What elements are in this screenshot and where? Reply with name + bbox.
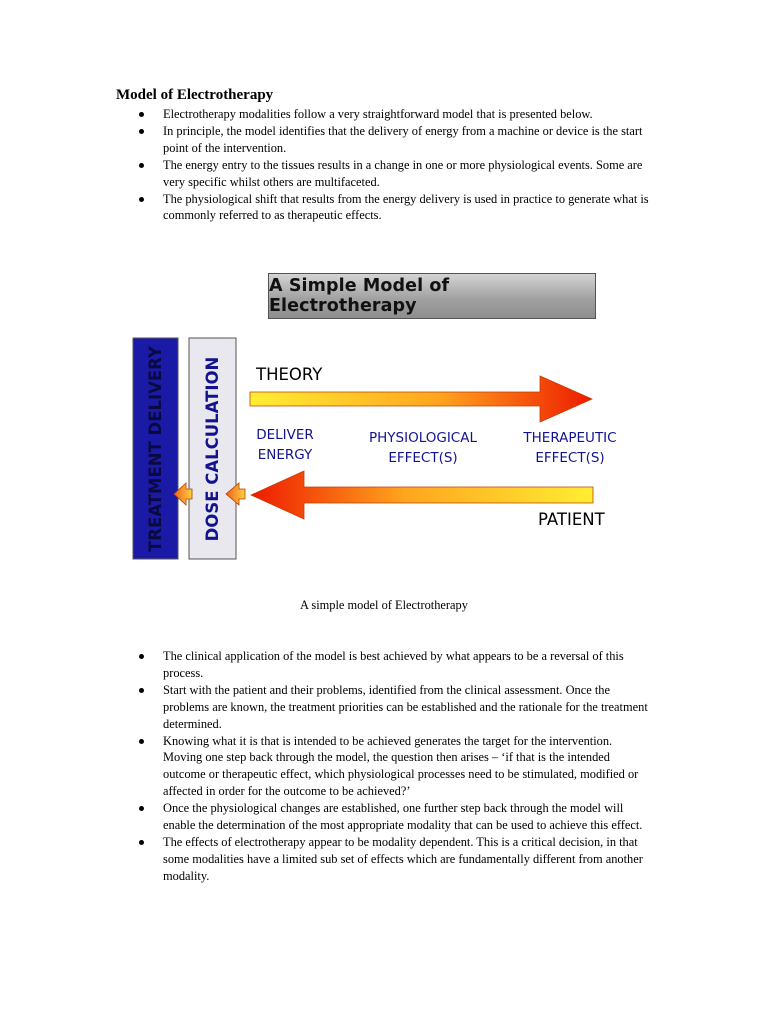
energy-line: ENERGY <box>257 447 313 463</box>
therapeutic-line: THERAPEUTIC <box>523 430 617 446</box>
dose-calculation-label: DOSE CALCULATION <box>203 356 222 542</box>
list-item: The physiological shift that results from the energy delivery is used in practice to generate what is commonly referred to as therapeutic effects. <box>134 191 654 225</box>
page-title: Model of Electrotherapy <box>116 87 274 103</box>
diagram-title: A Simple Model of Electrotherapy <box>268 273 596 319</box>
deliver-line: DELIVER <box>256 427 314 443</box>
list-item: Knowing what it is that is intended to be achieved generates the target for the intervention. Moving one step back through the model, the question then arises – ‘if that is the intended outcome or therapeutic effect, which physiological processes need to be stimulated, modified or affected in order for the outcome to be achieved?’ <box>134 733 654 801</box>
deliver-energy-label <box>240 425 330 465</box>
therapeutic-effects-label <box>508 428 632 468</box>
treatment-delivery-label: TREATMENT DELIVERY <box>146 346 165 552</box>
physiological-effects-line: EFFECT(S) <box>388 450 458 466</box>
physiological-line: PHYSIOLOGICAL <box>368 430 477 446</box>
application-bullet-list <box>134 648 654 885</box>
list-item: In principle, the model identifies that the delivery of energy from a machine or device is the start point of the intervention. <box>134 123 654 157</box>
figure-caption: A simple model of Electrotherapy <box>300 598 468 612</box>
list-item: Electrotherapy modalities follow a very straightforward model that is presented below. <box>134 106 654 123</box>
list-item: The effects of electrotherapy appear to be modality dependent. This is a critical decision, in that some modalities have a limited sub set of effects which are fundamentally different from another modality. <box>134 834 654 885</box>
patient-label: PATIENT <box>538 510 605 529</box>
theory-label: THEORY <box>256 365 323 384</box>
intro-bullet-list <box>134 106 654 224</box>
list-item: Once the physiological changes are established, one further step back through the model will enable the determination of the most appropriate modality that can be used to achieve this effect. <box>134 800 654 834</box>
therapeutic-effects-line: EFFECT(S) <box>535 450 605 466</box>
physiological-effects-label <box>350 428 496 468</box>
list-item: The energy entry to the tissues results in a change in one or more physiological events. Some are very specific whilst others are multifaceted. <box>134 157 654 191</box>
list-item: Start with the patient and their problems, identified from the clinical assessment. Once the problems are known, the treatment priorities can be established and the rationale for the treatment determined. <box>134 682 654 733</box>
electrotherapy-model-diagram <box>128 270 617 565</box>
list-item: The clinical application of the model is best achieved by what appears to be a reversal of this process. <box>134 648 654 682</box>
